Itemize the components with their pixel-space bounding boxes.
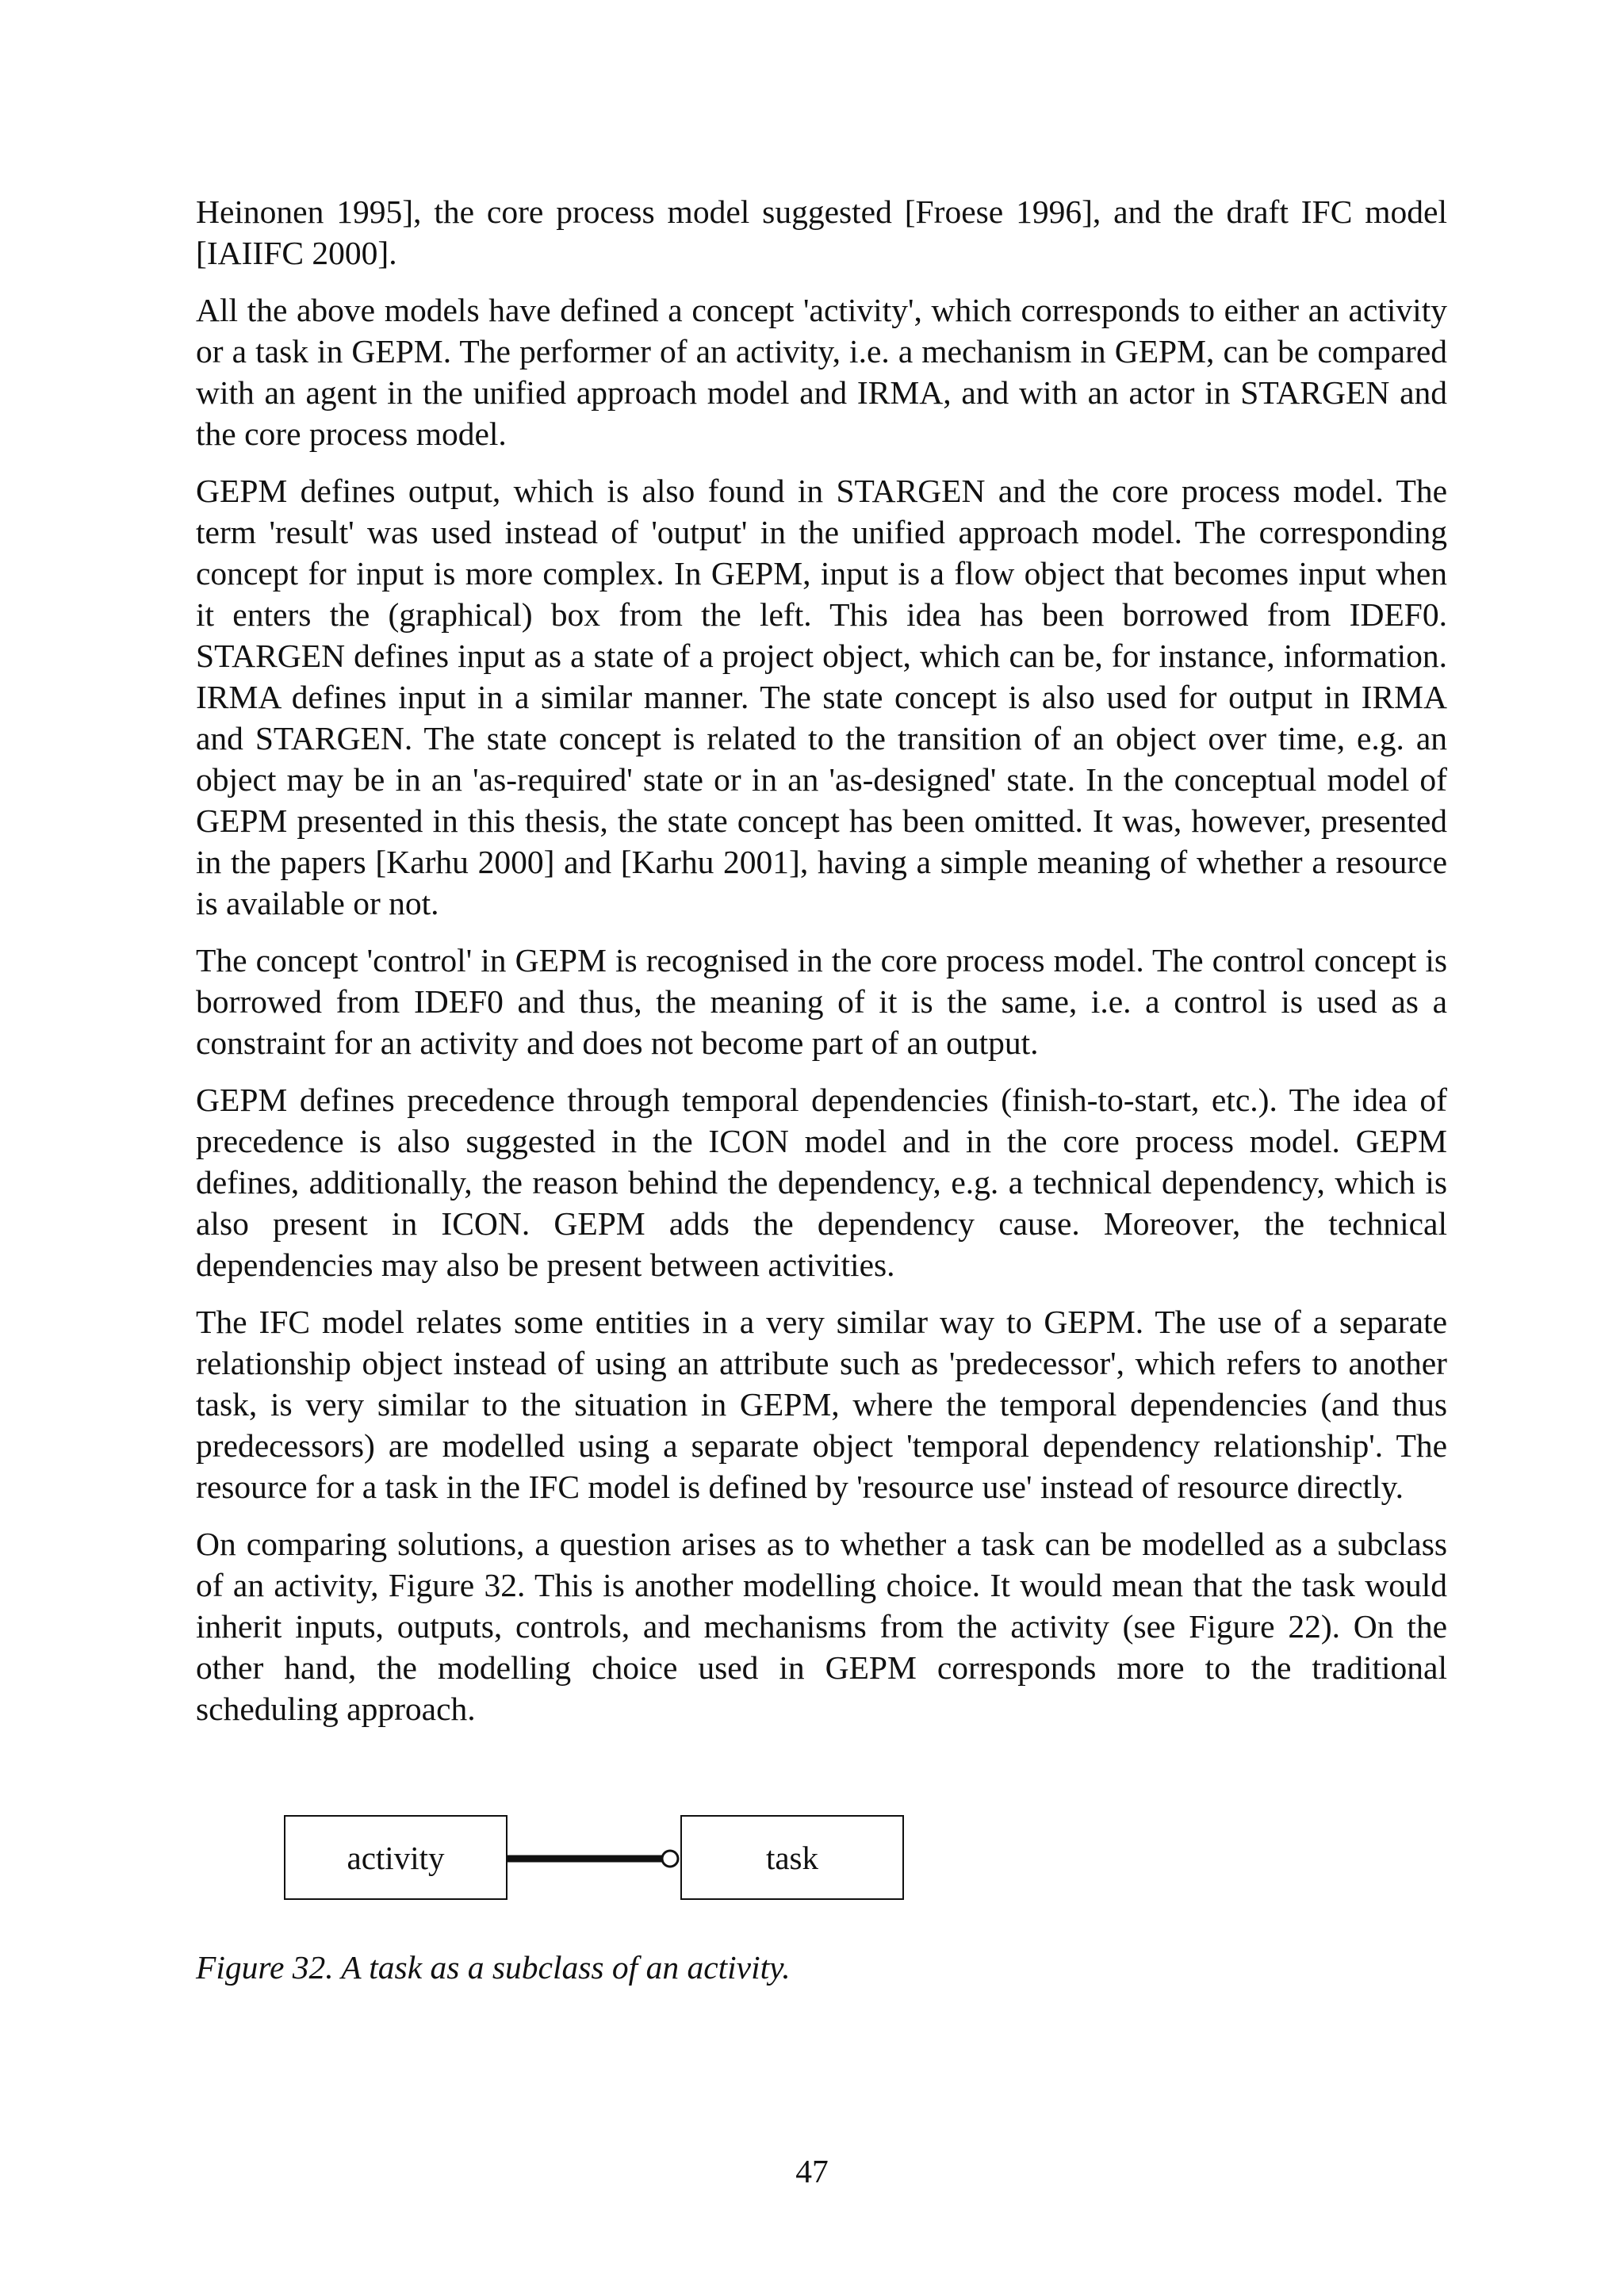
figure-32-diagram [284, 1815, 909, 1904]
paragraph-1: Heinonen 1995], the core process model suggested [Froese 1996], and the draft IFC model [IAIIFC 2000]. [196, 193, 1447, 271]
paragraph-2: All the above models have defined a concept 'activity', which corresponds to either an activity or a task in GEPM. The performer of an activity, i.e. a mechanism in GEPM, can be compared with an agent in the unified approach model and IRMA, and with an actor in STARGEN and the core process model. [196, 292, 1447, 452]
activity-box [284, 1815, 508, 1900]
subclass-connector [508, 1815, 680, 1900]
task-box-label: task [765, 1839, 819, 1876]
subclass-circle-marker [662, 1851, 678, 1867]
paragraph-7: On comparing solutions, a question arises as to whether a task can be modelled as a subclass of an activity, Figure 32. This is another modelling choice. It would mean that the task would inherit inputs, outputs, controls, and mechanisms from the activity (see Figure 22). On the other hand, the modelling choice used in GEPM corresponds more to the traditional scheduling approach. [196, 1526, 1447, 1727]
paragraph-5: GEPM defines precedence through temporal dependencies (finish-to-start, etc.). The idea of precedence is also suggested in the ICON model and in the core process model. GEPM defines, additionally, the reason behind the dependency, e.g. a technical dependency, which is also present in ICON. GEPM adds the dependency cause. Moreover, the technical dependencies may also be present between activities. [196, 1082, 1447, 1283]
body-text [196, 191, 1447, 1745]
task-box [680, 1815, 904, 1900]
page-number: 47 [795, 2153, 829, 2189]
activity-box-label: activity [347, 1839, 445, 1876]
figure-caption: Figure 32. A task as a subclass of an activity. [196, 1949, 791, 1986]
paragraph-3: GEPM defines output, which is also found in STARGEN and the core process model. The term 'result' was used instead of 'output' in the unified approach model. The corresponding concept for input is more complex. In GEPM, input is a flow object that becomes input when it enters the (graphical) box from the left. This idea has been borrowed from IDEF0. STARGEN defines input as a state of a project object, which can be, for instance, information. IRMA defines input in a similar manner. The state concept is also used for output in IRMA and STARGEN. The state concept is related to the transition of an object over time, e.g. an object may be in an 'as-required' state or in an 'as-designed' state. In the conceptual model of GEPM presented in this thesis, the state concept has been omitted. It was, however, presented in the papers [Karhu 2000] and [Karhu 2001], having a simple meaning of whether a resource is available or not. [196, 473, 1447, 921]
paragraph-4: The concept 'control' in GEPM is recognised in the core process model. The control concept is borrowed from IDEF0 and thus, the meaning of it is the same, i.e. a control is used as a constraint for an activity and does not become part of an output. [196, 942, 1447, 1061]
paragraph-6: The IFC model relates some entities in a very similar way to GEPM. The use of a separate relationship object instead of using an attribute such as 'predecessor', which refers to another task, is very similar to the situation in GEPM, where the temporal dependencies (and thus predecessors) are modelled using a separate object 'temporal dependency relationship'. The resource for a task in the IFC model is defined by 'resource use' instead of resource directly. [196, 1304, 1447, 1505]
